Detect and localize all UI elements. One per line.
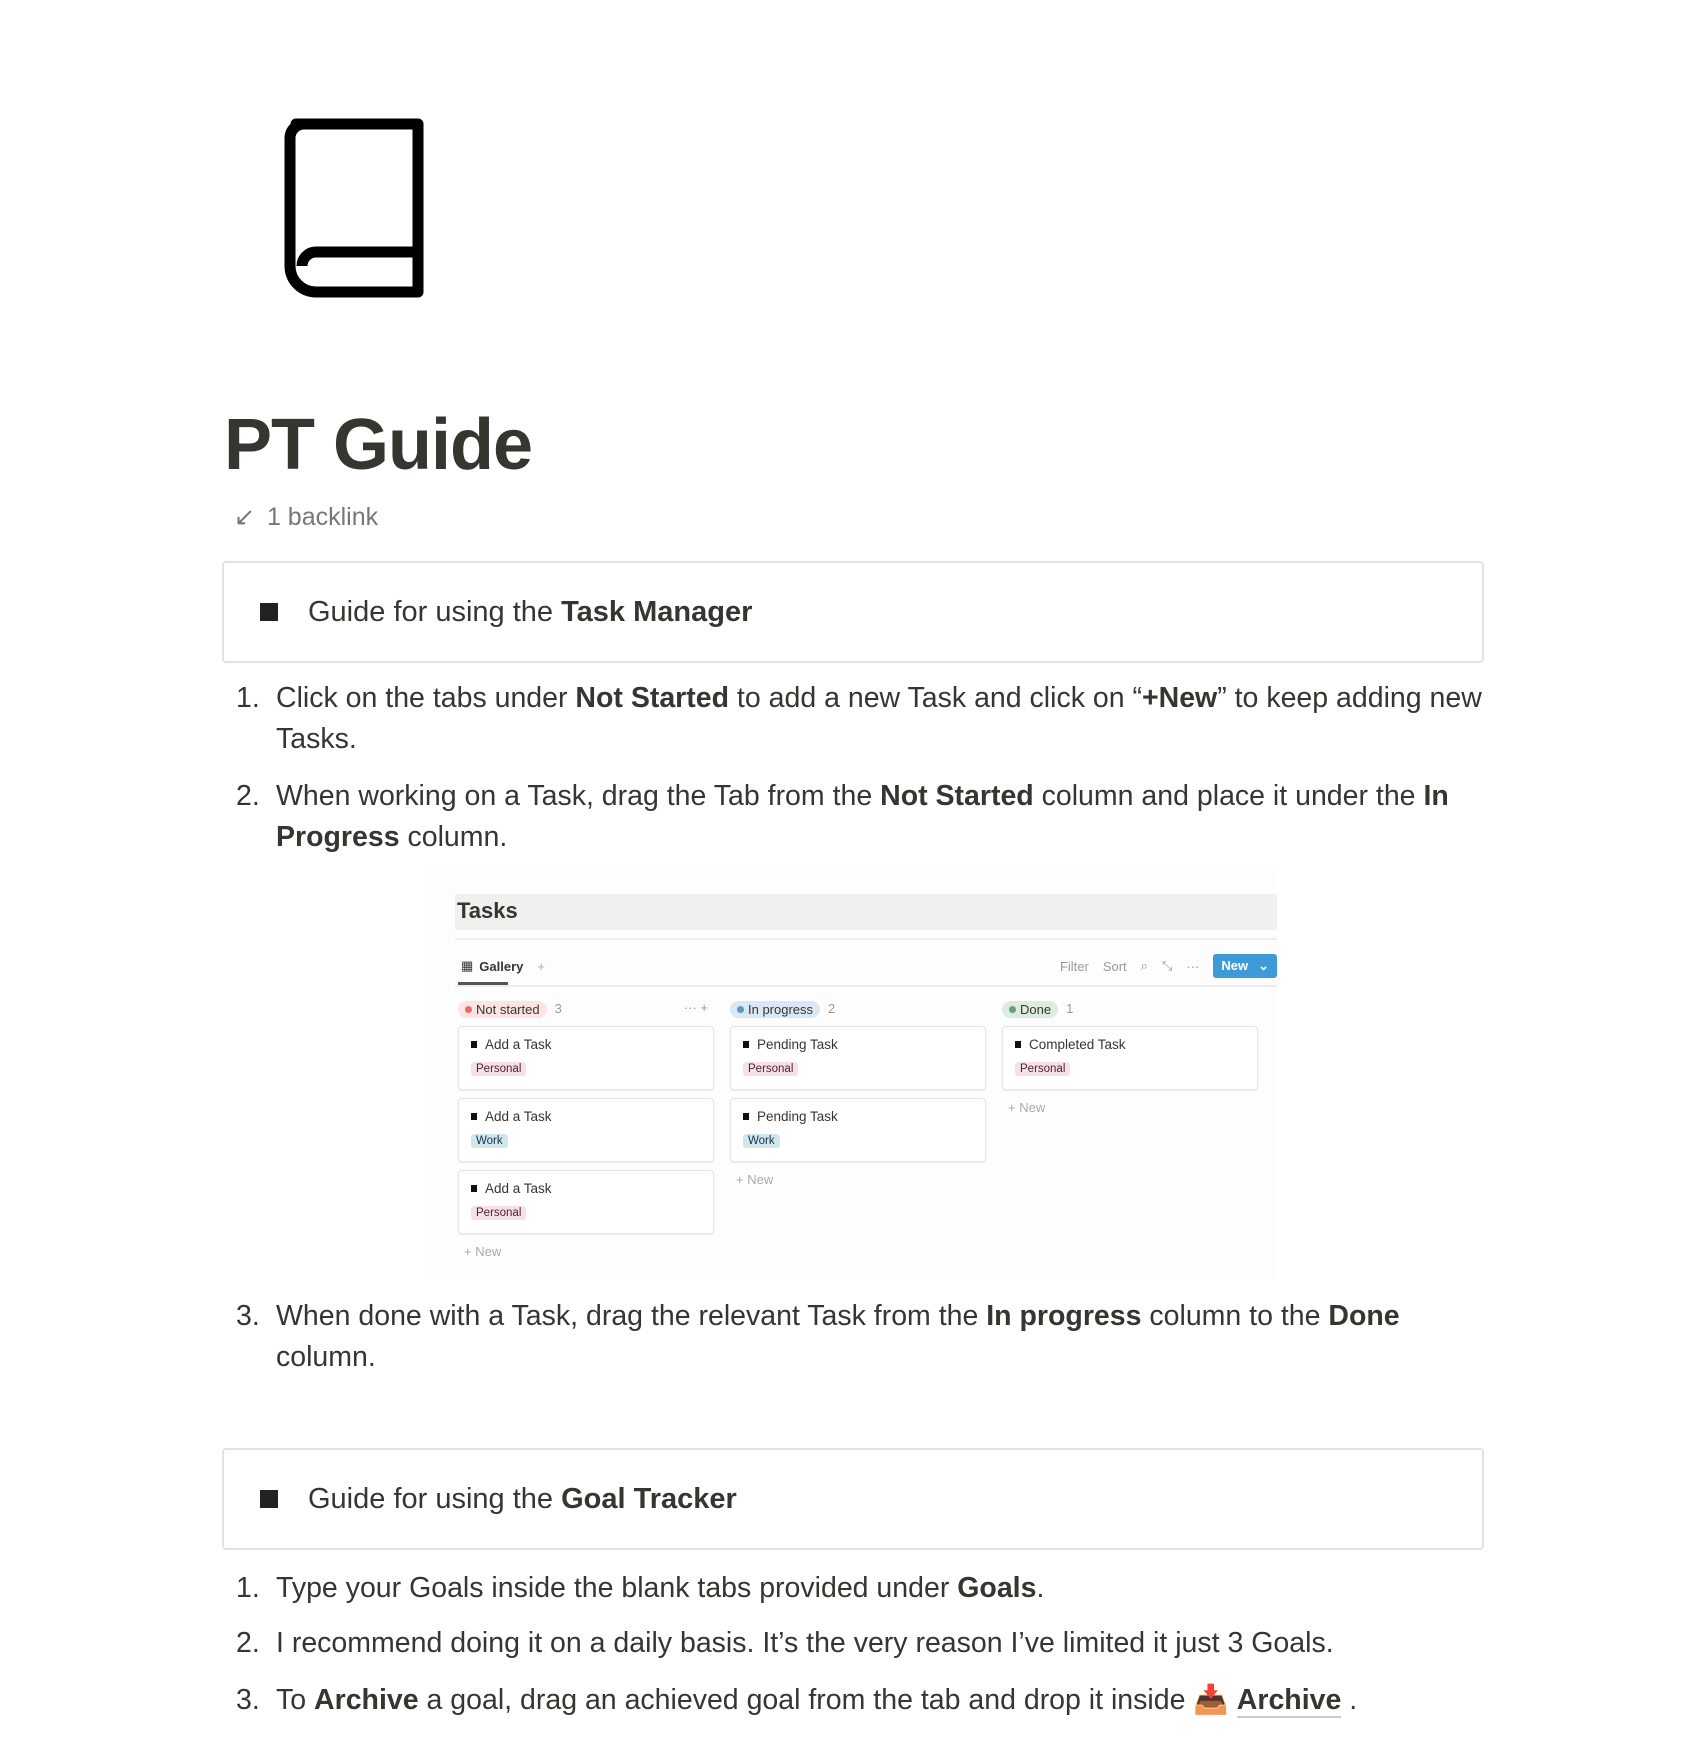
list-text: To Archive a goal, drag an achieved goal from the tab and drop it inside 📥 Archive . <box>276 1684 1358 1716</box>
expand-icon: ⤡ <box>1161 958 1173 973</box>
list-number: 3. <box>236 1300 260 1332</box>
tag: Personal <box>1015 1062 1070 1076</box>
callout-goal-tracker: Guide for using the Goal Tracker <box>222 1448 1484 1550</box>
board-column: Not started 3 ··· + Add a Task Personal Add a Task Work Add a Task Personal + New <box>458 1000 714 1269</box>
list-number: 2. <box>236 780 260 812</box>
list-text: When working on a Task, drag the Tab from the Not Started column and place it under the In Progress column. <box>276 780 1449 853</box>
list-item <box>236 1568 1486 1609</box>
task-card: Add a Task Work <box>458 1098 714 1162</box>
task-card: Pending Task Personal <box>730 1026 986 1090</box>
archive-link[interactable]: Archive <box>1236 1684 1342 1716</box>
add-new-button: + New <box>1008 1100 1046 1115</box>
page-title: PT Guide <box>224 405 533 485</box>
add-new-button: + New <box>736 1172 774 1187</box>
sort-button: Sort <box>1102 958 1127 974</box>
task-card: Completed Task Personal <box>1002 1026 1258 1090</box>
list-item <box>236 776 1486 858</box>
tag: Work <box>471 1134 508 1148</box>
list-text: Type your Goals inside the blank tabs provided under Goals. <box>276 1572 1045 1604</box>
status-badge: Not started <box>458 1001 547 1018</box>
search-icon: ⌕ <box>1140 958 1148 973</box>
list-number: 3. <box>236 1684 260 1716</box>
plus-icon: + <box>537 958 545 974</box>
list-number: 1. <box>236 682 260 714</box>
board-column: Done 1 Completed Task Personal + New <box>1002 1000 1258 1125</box>
tag: Personal <box>471 1062 526 1076</box>
list-item <box>236 678 1486 760</box>
filter-button: Filter <box>1059 958 1089 974</box>
task-board-screenshot <box>425 870 1277 1280</box>
tag: Work <box>743 1134 780 1148</box>
arrow-down-left-icon: ↙ <box>234 503 255 531</box>
tag: Personal <box>743 1062 798 1076</box>
backlinks-link[interactable]: ↙ 1 backlink <box>234 502 379 531</box>
gallery-icon: ▦ <box>461 958 474 973</box>
status-badge: In progress <box>730 1001 820 1018</box>
list-text: When done with a Task, drag the relevant Task from the In progress column to the Done column. <box>276 1300 1400 1373</box>
task-card: Add a Task Personal <box>458 1170 714 1234</box>
screenshot-title: Tasks <box>455 894 1277 930</box>
square-icon <box>260 1490 278 1508</box>
list-text: Click on the tabs under Not Started to add a new Task and click on “+New” to keep adding new Tasks. <box>276 682 1482 755</box>
add-new-button: + New <box>464 1244 502 1259</box>
list-number: 1. <box>236 1572 260 1604</box>
archive-icon: 📥 <box>1193 1684 1229 1716</box>
task-card: Pending Task Work <box>730 1098 986 1162</box>
board-column: In progress 2 Pending Task Personal Pending Task Work + New <box>730 1000 986 1197</box>
callout-task-manager: Guide for using the Task Manager <box>222 561 1484 663</box>
list-item <box>236 1623 1486 1664</box>
status-badge: Done <box>1002 1001 1058 1018</box>
square-icon <box>260 603 278 621</box>
list-number: 2. <box>236 1627 260 1659</box>
tab-gallery: ▦ Gallery + <box>461 958 545 974</box>
more-icon: ··· <box>1186 958 1200 974</box>
list-text: I recommend doing it on a daily basis. It’s the very reason I’ve limited it just 3 Goals. <box>276 1627 1334 1659</box>
new-button: New ⌄ <box>1213 954 1277 978</box>
list-item <box>236 1680 1486 1721</box>
chevron-down-icon: ⌄ <box>1258 958 1269 973</box>
task-card: Add a Task Personal <box>458 1026 714 1090</box>
book-icon <box>276 116 428 300</box>
list-item <box>236 1296 1486 1378</box>
tag: Personal <box>471 1206 526 1220</box>
